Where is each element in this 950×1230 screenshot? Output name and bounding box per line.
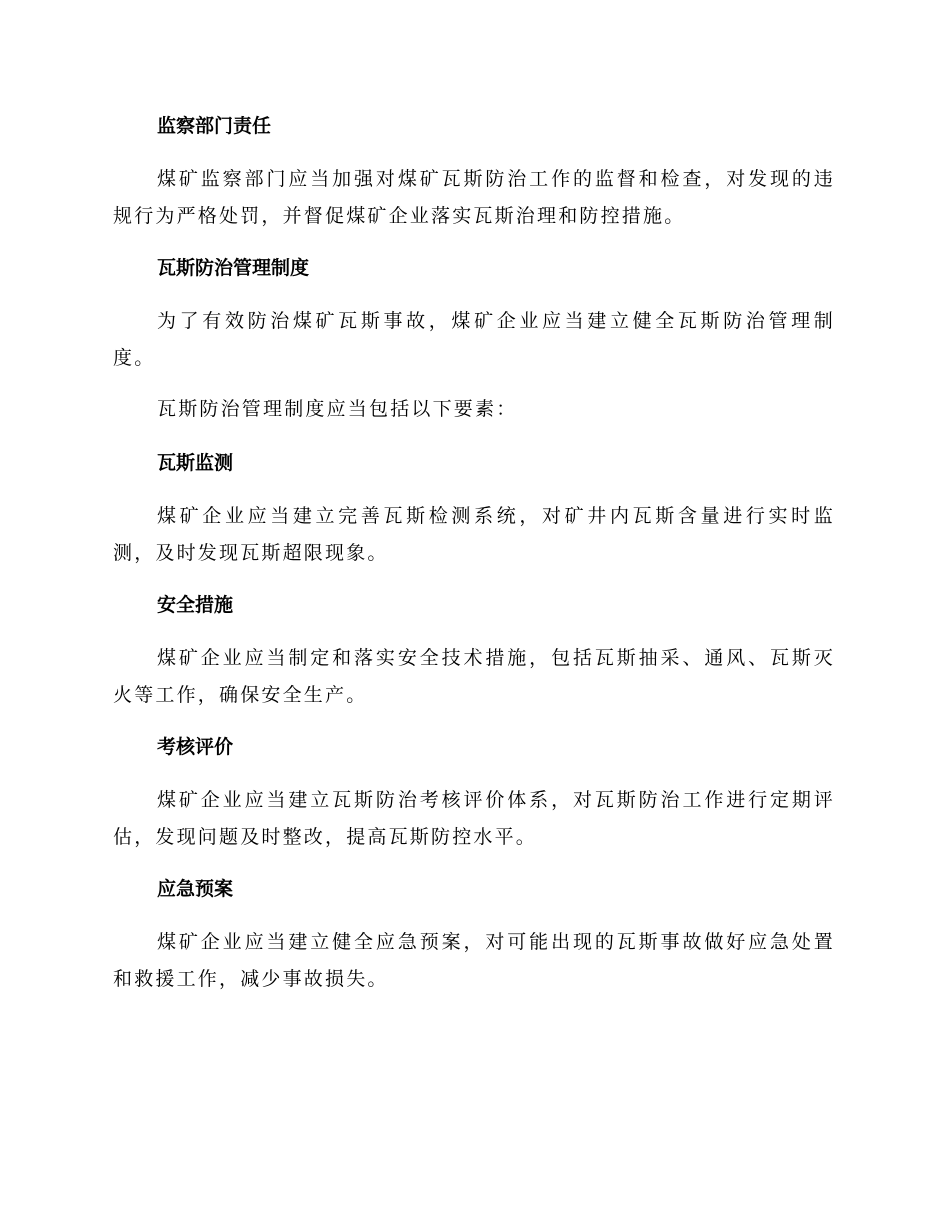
paragraph-management-system-elements: 瓦斯防治管理制度应当包括以下要素： xyxy=(157,398,518,420)
section-heading-emergency-plan: 应急预案 xyxy=(157,878,234,900)
section-heading-safety-measures: 安全措施 xyxy=(157,594,234,616)
section-heading-assessment: 考核评价 xyxy=(157,736,234,758)
paragraph-supervision: 煤矿监察部门应当加强对煤矿瓦斯防治工作的监督和检查，对发现的违规行为严格处罚，并督促煤矿企业落实瓦斯治理和防控措施。 xyxy=(113,168,835,227)
paragraph-gas-monitoring: 煤矿企业应当建立完善瓦斯检测系统，对矿井内瓦斯含量进行实时监测，及时发现瓦斯超限现象。 xyxy=(113,505,835,564)
section-heading-gas-monitoring: 瓦斯监测 xyxy=(157,452,234,474)
section-heading-supervision: 监察部门责任 xyxy=(157,115,272,137)
section-heading-management-system: 瓦斯防治管理制度 xyxy=(157,257,310,279)
paragraph-emergency-plan: 煤矿企业应当建立健全应急预案，对可能出现的瓦斯事故做好应急处置和救援工作，减少事故损失。 xyxy=(113,931,835,990)
paragraph-management-system-intro: 为了有效防治煤矿瓦斯事故，煤矿企业应当建立健全瓦斯防治管理制度。 xyxy=(113,310,835,369)
paragraph-safety-measures: 煤矿企业应当制定和落实安全技术措施，包括瓦斯抽采、通风、瓦斯灭火等工作，确保安全生产。 xyxy=(113,647,835,706)
paragraph-assessment: 煤矿企业应当建立瓦斯防治考核评价体系，对瓦斯防治工作进行定期评估，发现问题及时整改，提高瓦斯防控水平。 xyxy=(113,789,835,848)
